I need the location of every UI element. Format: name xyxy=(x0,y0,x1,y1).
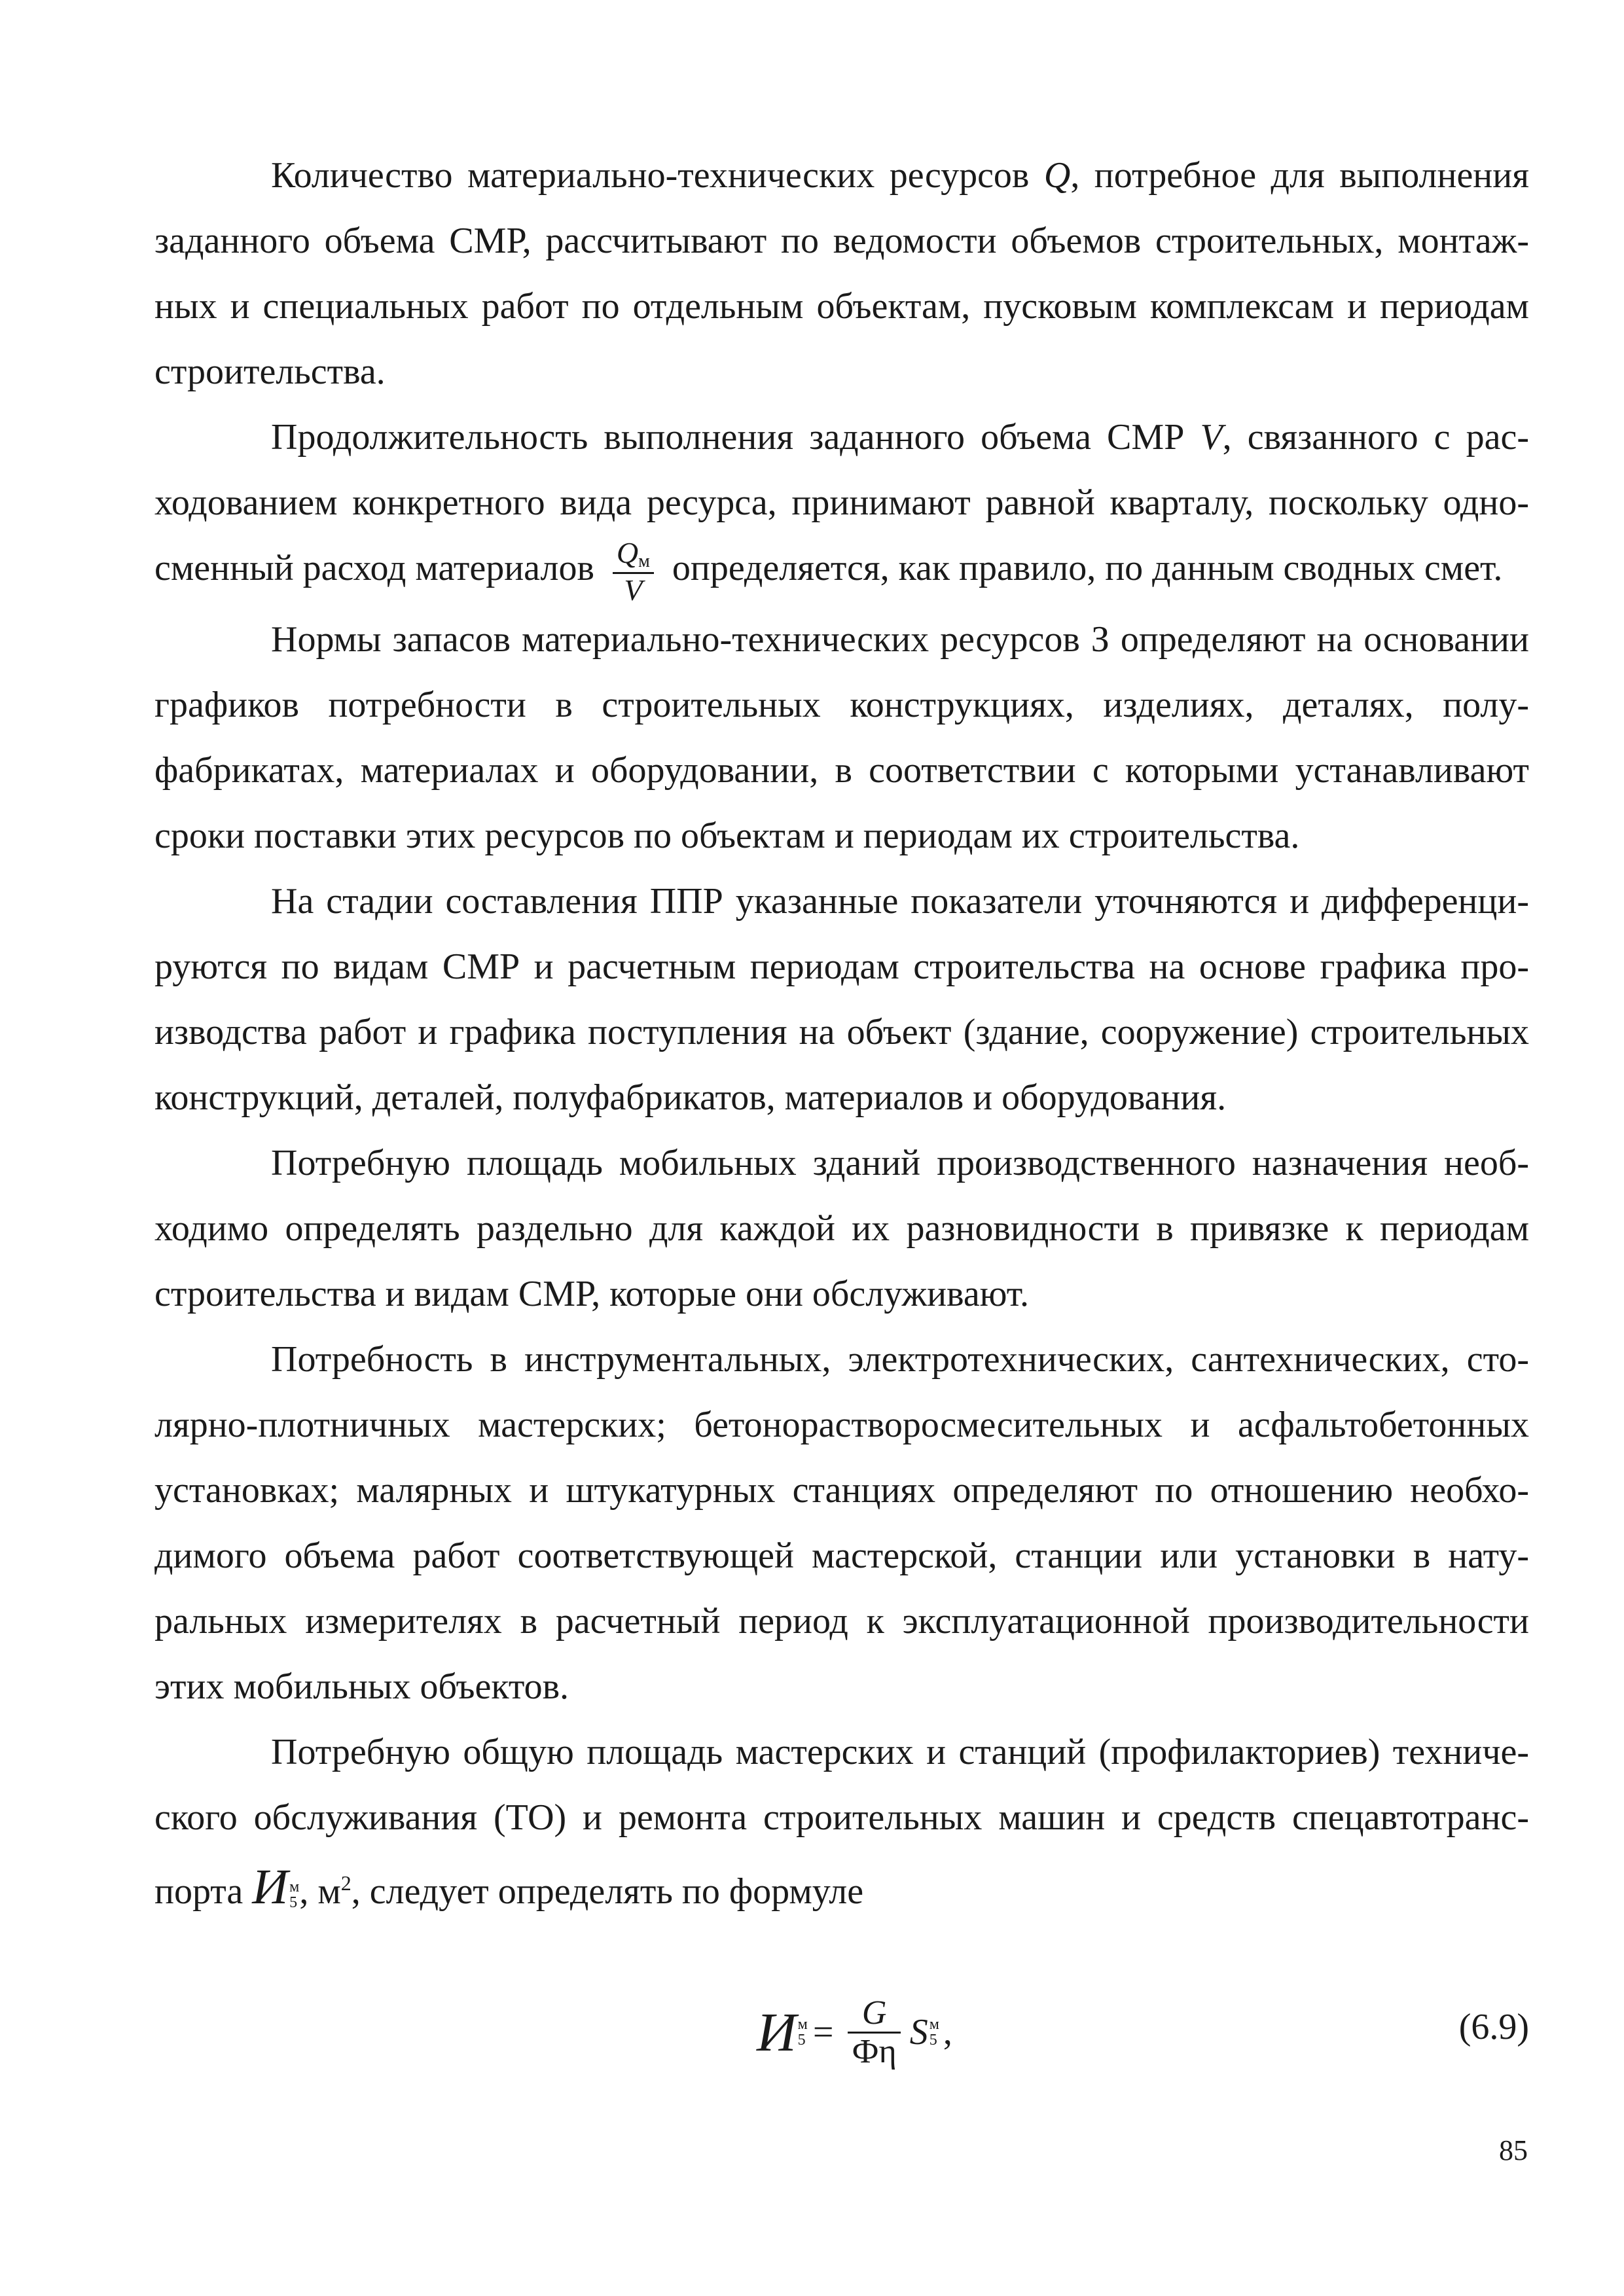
formula-lhs-indices: м 5 xyxy=(797,2016,808,2049)
fraction-denominator: V xyxy=(624,573,643,607)
formula-rhs-indices: м 5 xyxy=(929,2016,939,2049)
paragraph-1 xyxy=(154,143,1529,404)
paragraph-7-unit: , м xyxy=(299,1871,341,1912)
variable-q: Q xyxy=(1043,155,1071,196)
variable-i-indices: м 5 xyxy=(289,1878,300,1911)
paragraph-2-text-middle: , связанного с расходованием конкретного вида ресурса, принимают равной кварталу, поскольку односменный расход материалов xyxy=(154,417,1530,588)
paragraph-3: Нормы запасов материально-технических ресурсов З определяют на основании графиков потребности в строительных конструкциях, изделиях, деталях, полуфабрикатах, материалах и оборудовании, в соответствии с которыми устанавливают сроки поставки этих ресурсов по объектам и периодам их строительства. xyxy=(154,619,1529,856)
fraction-numerator: $Q_м$ xyxy=(613,537,654,574)
paragraph-2-text-end: определяется, как правило, по данным сводных смет. xyxy=(662,548,1503,588)
variable-v: V xyxy=(1200,417,1223,457)
formula-denominator: Фη xyxy=(852,2032,897,2070)
paragraph-7-text-end: , следует определять по формуле xyxy=(351,1871,864,1912)
variable-i: И xyxy=(252,1859,289,1914)
body-text xyxy=(154,143,1529,1924)
paragraph-6: Потребность в инструментальных, электротехнических, сантехнических, столярно-плотничных мастерских; бетонорастворосмесительных и асфальтобетонных установках; малярных и штукатурных станциях определяют по отношению необходимого объема работ соответствующей мастерской, станции или установки в натуральных измерителях в расчетный период к эксплуатационной производительности этих мобильных объектов. xyxy=(154,1338,1529,1707)
formula-fraction xyxy=(848,1995,900,2070)
paragraph-7-text-start: Потребную общую площадь мастерских и станций (профилакториев) технического обслуживания (ТО) и ремонта строительных машин и средств спецавтотранспорта xyxy=(154,1731,1529,1912)
formula-equals: = xyxy=(812,2012,834,2053)
page-number: 85 xyxy=(1499,2134,1528,2166)
unit-exponent: 2 xyxy=(340,1871,352,1895)
paragraph-2-text-start: Продолжительность выполнения заданного объема СМР xyxy=(271,417,1200,457)
fraction-q-over-v xyxy=(613,537,654,607)
formula-numerator: G xyxy=(848,1995,900,2034)
paragraph-1-text-end: , потребное для выполнения заданного объема СМР, рассчитывают по ведомости объемов строительных, монтажных и специальных работ по отдельным объектам, пусковым комплексам и периодам строительства. xyxy=(154,155,1529,392)
paragraph-7 xyxy=(154,1719,1529,1924)
paragraph-1-text-start: Количество материально-технических ресурсов xyxy=(271,155,1044,196)
paragraph-5: Потребную площадь мобильных зданий производственного назначения необходимо определять раздельно для каждой их разновидности в привязке к периодам строительства и видам СМР, которые они обслуживают. xyxy=(154,1142,1529,1314)
paragraph-2 xyxy=(154,404,1529,607)
formula-rhs: S xyxy=(909,2012,928,2053)
paragraph-4: На стадии составления ППР указанные показатели уточняются и дифференцируются по видам СМР и расчетным периодам строительства на основе графика производства работ и графика поступления на объект (здание, сооружение) строительных конструкций, деталей, полуфабрикатов, материалов и оборудования. xyxy=(154,880,1529,1118)
formula-comma: , xyxy=(943,2012,952,2053)
formula-6-9 xyxy=(154,1986,1529,2078)
equation-number: (6.9) xyxy=(1458,2007,1529,2047)
formula-expression xyxy=(757,1986,952,2078)
formula-lhs: И xyxy=(757,2001,797,2063)
